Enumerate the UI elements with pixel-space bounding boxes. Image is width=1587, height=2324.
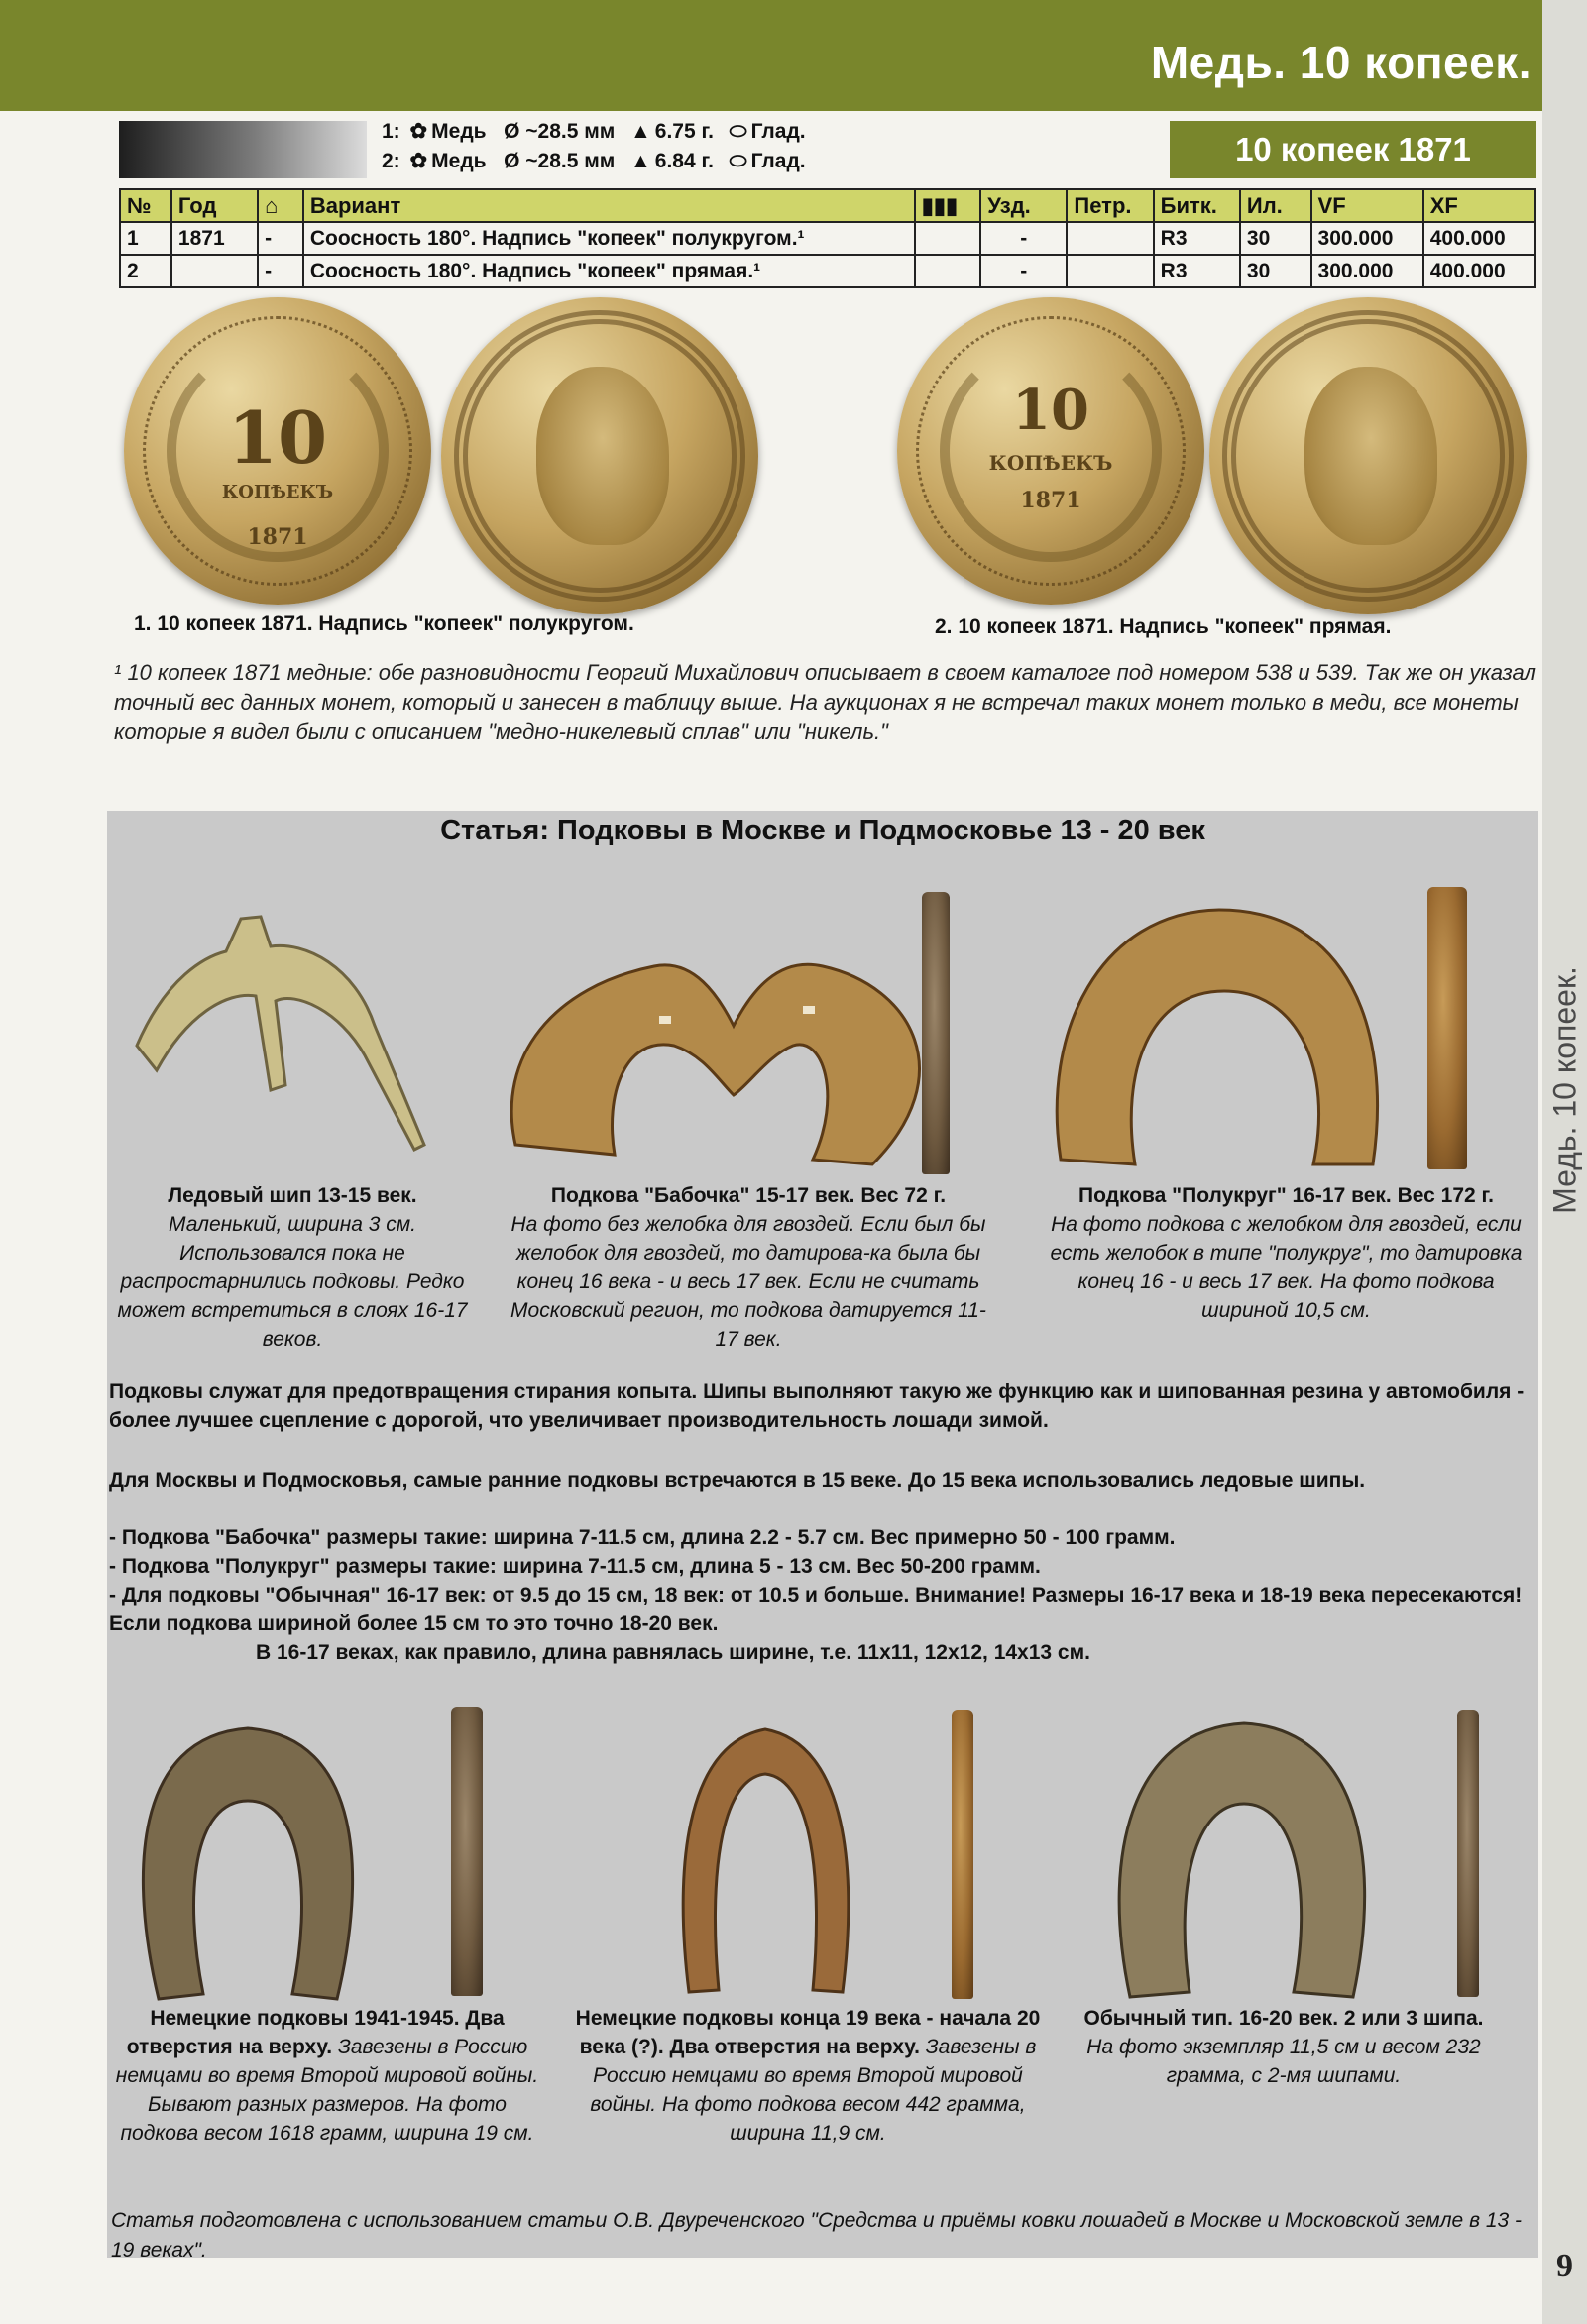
coin-1-obverse-photo bbox=[441, 297, 758, 614]
semicircle-horseshoe-photo bbox=[1041, 892, 1398, 1174]
spec-weight: 6.84 г. bbox=[654, 150, 714, 172]
item-title: Немецкие подковы 1941-1945. Два отверстия на верху. bbox=[126, 2007, 505, 2058]
table-row bbox=[120, 222, 1535, 255]
nail-photo bbox=[1457, 1710, 1479, 1997]
col-header-variant: Вариант bbox=[303, 189, 915, 222]
coin-year: 1871 bbox=[247, 524, 308, 551]
coin-1-reverse-photo bbox=[124, 297, 431, 605]
spec-line-1 bbox=[382, 119, 806, 144]
nail-hole bbox=[803, 1006, 815, 1014]
cell: Соосность 180°. Надпись "копеек" полукругом.¹ bbox=[303, 222, 915, 255]
butterfly-description bbox=[501, 1181, 996, 1354]
cell: - bbox=[980, 255, 1067, 287]
coin-2-reverse-photo bbox=[897, 297, 1204, 605]
spec-metal: Медь bbox=[431, 150, 487, 172]
coin-title: 10 копеек 1871 bbox=[1170, 121, 1536, 178]
coin-2-caption: 2. 10 копеек 1871. Надпись "копеек" прямая. bbox=[935, 615, 1392, 638]
item-title: Подкова "Бабочка" 15-17 век. Вес 72 г. bbox=[550, 1184, 947, 1207]
col-header-il: Ил. bbox=[1240, 189, 1311, 222]
cell: 300.000 bbox=[1311, 255, 1423, 287]
side-label bbox=[1542, 932, 1587, 1249]
cell: - bbox=[980, 222, 1067, 255]
col-header-mint-icon: ⌂ bbox=[258, 189, 303, 222]
ice-spike-description bbox=[109, 1181, 476, 1354]
item-text: Завезены в Россию немцами во время Второй мировой войны. На фото подкова весом 442 грамма, ширина 11,9 см. bbox=[590, 2036, 1037, 2145]
col-header-bitk: Битк. bbox=[1154, 189, 1240, 222]
edge-icon: ⬭ bbox=[729, 150, 747, 172]
list-item-butterfly: - Подкова "Бабочка" размеры такие: ширина 7-11.5 см, длина 2.2 - 5.7 см. Вес примерно 50 - 100 грамм. bbox=[109, 1526, 1176, 1549]
butterfly-horseshoe-photo bbox=[496, 897, 991, 1174]
cell bbox=[915, 222, 980, 255]
spec-number: 1: bbox=[382, 120, 400, 143]
nail-photo bbox=[952, 1710, 973, 1999]
portrait bbox=[536, 367, 669, 544]
coin-word: КОПѢЕКЪ bbox=[221, 482, 334, 502]
cell: 1 bbox=[120, 222, 171, 255]
footnote: ¹ 10 копеек 1871 медные: обе разновидности Георгий Михайлович описывает в своем каталоге под номером 538 и 539. Так же он указал точный вес данных монет, который и занесен в таблицу выше. На аукционах я не встречал таких монет только в меди, все монеты которые я видел были с описанием "медно-никелевый сплав" или "никель." bbox=[114, 660, 1536, 744]
nail-photo bbox=[922, 892, 950, 1174]
col-header-vf: VF bbox=[1311, 189, 1423, 222]
metal-swatch bbox=[119, 121, 367, 178]
ordinary-description bbox=[1076, 2004, 1492, 2090]
list-item-proportions: В 16-17 веках, как правило, длина равнялась ширине, т.е. 11х11, 12х12, 14х13 см. bbox=[256, 1641, 1090, 1664]
ordinary-horseshoe-photo bbox=[1100, 1710, 1383, 2007]
col-header-rarity-icon: ▮▮▮ bbox=[915, 189, 980, 222]
coin-denomination: 10 bbox=[227, 395, 328, 481]
col-header-uzd: Узд. bbox=[980, 189, 1067, 222]
cell bbox=[1067, 222, 1153, 255]
item-text: Маленький, ширина 3 см. Использовался пока не распростарнились подковы. Редко может встретиться в слоях 16-17 веков. bbox=[117, 1213, 468, 1351]
article-credit: Статья подготовлена с использованием статьи О.В. Двуреченского "Средства и приёмы ковки лошадей в Москве и Московской земле в 13 - 19 веках". bbox=[111, 2209, 1523, 2262]
edge-icon: ⬭ bbox=[729, 120, 747, 143]
cell: - bbox=[258, 255, 303, 287]
cell: 1871 bbox=[171, 222, 258, 255]
coin-denomination: 10 bbox=[1012, 377, 1089, 443]
col-header-number: № bbox=[120, 189, 171, 222]
spec-edge: Глад. bbox=[750, 150, 806, 172]
item-title: Обычный тип. 16-20 век. 2 или 3 шипа. bbox=[1083, 2007, 1484, 2030]
german-1941-horseshoe-photo bbox=[124, 1707, 372, 2004]
weight-icon: ▲ bbox=[629, 120, 651, 143]
spec-diameter: Ø ~28.5 мм bbox=[504, 150, 616, 172]
coin-word: КОПѢЕКЪ bbox=[988, 451, 1113, 475]
cell: 2 bbox=[120, 255, 171, 287]
paragraph-moscow: Для Москвы и Подмосковья, самые ранние подковы встречаются в 15 веке. До 15 века использовались ледовые шипы. bbox=[109, 1469, 1366, 1492]
table-header-row bbox=[120, 189, 1535, 222]
item-title: Подкова "Полукруг" 16-17 век. Вес 172 г. bbox=[1077, 1184, 1495, 1207]
cell: 300.000 bbox=[1311, 222, 1423, 255]
nail-hole bbox=[659, 1016, 671, 1024]
table-row bbox=[120, 255, 1535, 287]
item-text: Завезены в Россию немцами во время Второй мировой войны. Бывают разных размеров. На фото подкова весом 1618 грамм, ширина 19 см. bbox=[115, 2036, 539, 2145]
cell bbox=[1067, 255, 1153, 287]
col-header-xf: XF bbox=[1423, 189, 1535, 222]
item-title: Немецкие подковы конца 19 века - начала 20 века (?). Два отверстия на верху. bbox=[575, 2007, 1041, 2058]
item-text: На фото подкова с желобком для гвоздей, если есть желобок в типе "полукруг", то датировка конец 16 - и весь 17 век. На фото подкова шириной 10,5 см. bbox=[1050, 1213, 1523, 1322]
semicircle-description bbox=[1036, 1181, 1536, 1325]
weight-icon: ▲ bbox=[629, 150, 651, 172]
coin-1-caption: 1. 10 копеек 1871. Надпись "копеек" полукругом. bbox=[134, 612, 634, 635]
page-number: 9 bbox=[1556, 2248, 1573, 2284]
cell bbox=[171, 255, 258, 287]
spec-line-2 bbox=[382, 149, 806, 173]
spec-edge: Глад. bbox=[750, 120, 806, 143]
cell: - bbox=[258, 222, 303, 255]
german-19c-description bbox=[575, 2004, 1041, 2148]
col-header-petr: Петр. bbox=[1067, 189, 1153, 222]
coin-year: 1871 bbox=[1020, 488, 1081, 514]
german-1941-description bbox=[109, 2004, 545, 2148]
cell: 30 bbox=[1240, 222, 1311, 255]
list-item-ordinary: - Для подковы "Обычная" 16-17 век: от 9.5 до 15 см, 18 век: от 10.5 и больше. Внимание! Размеры 16-17 века и 18-19 века пересекаются! Если подкова шириной более 15 см то это точно 18-20 век. bbox=[109, 1584, 1523, 1635]
item-title: Ледовый шип 13-15 век. bbox=[168, 1184, 417, 1207]
cell: R3 bbox=[1154, 222, 1240, 255]
metal-icon: ✿ bbox=[409, 150, 428, 172]
nail-photo bbox=[1427, 887, 1467, 1169]
cell: R3 bbox=[1154, 255, 1240, 287]
german-19c-horseshoe-photo bbox=[664, 1715, 867, 1997]
cell: Соосность 180°. Надпись "копеек" прямая.¹ bbox=[303, 255, 915, 287]
side-label-text: Медь. 10 копеек. bbox=[1546, 966, 1582, 1214]
nail-photo bbox=[451, 1707, 483, 1996]
spec-metal: Медь bbox=[431, 120, 487, 143]
col-header-year: Год bbox=[171, 189, 258, 222]
spec-number: 2: bbox=[382, 150, 400, 172]
article-title: Статья: Подковы в Москве и Подмосковье 13 - 20 век bbox=[440, 815, 1205, 846]
cell: 400.000 bbox=[1423, 222, 1535, 255]
paragraph-purpose: Подковы служат для предотвращения стирания копыта. Шипы выполняют такую же функцию как и шипованная резина у автомобиля - более лучшее сцепление с дорогой, что увеличивает производительность лошади зимой. bbox=[109, 1381, 1525, 1432]
coin-2-obverse-photo bbox=[1209, 297, 1527, 614]
cell: 30 bbox=[1240, 255, 1311, 287]
page-title: Медь. 10 копеек. bbox=[1150, 37, 1531, 88]
list-item-semicircle: - Подкова "Полукруг" размеры такие: ширина 7-11.5 см, длина 5 - 13 см. Вес 50-200 грамм. bbox=[109, 1555, 1041, 1578]
portrait bbox=[1304, 367, 1437, 544]
spec-weight: 6.75 г. bbox=[654, 120, 714, 143]
item-text: На фото без желобка для гвоздей. Если был бы желобок для гвоздей, то датирова-ка была бы конец 16 века - и весь 17 век. Если не считать Московский регион, то подкова датируется 11-17 век. bbox=[510, 1213, 986, 1351]
cell: 400.000 bbox=[1423, 255, 1535, 287]
catalog-table bbox=[119, 188, 1536, 288]
metal-icon: ✿ bbox=[409, 120, 428, 143]
spec-diameter: Ø ~28.5 мм bbox=[504, 120, 616, 143]
cell bbox=[915, 255, 980, 287]
ice-spike-photo bbox=[127, 907, 469, 1155]
item-text: На фото экземпляр 11,5 см и весом 232 грамма, с 2-мя шипами. bbox=[1086, 2036, 1481, 2087]
